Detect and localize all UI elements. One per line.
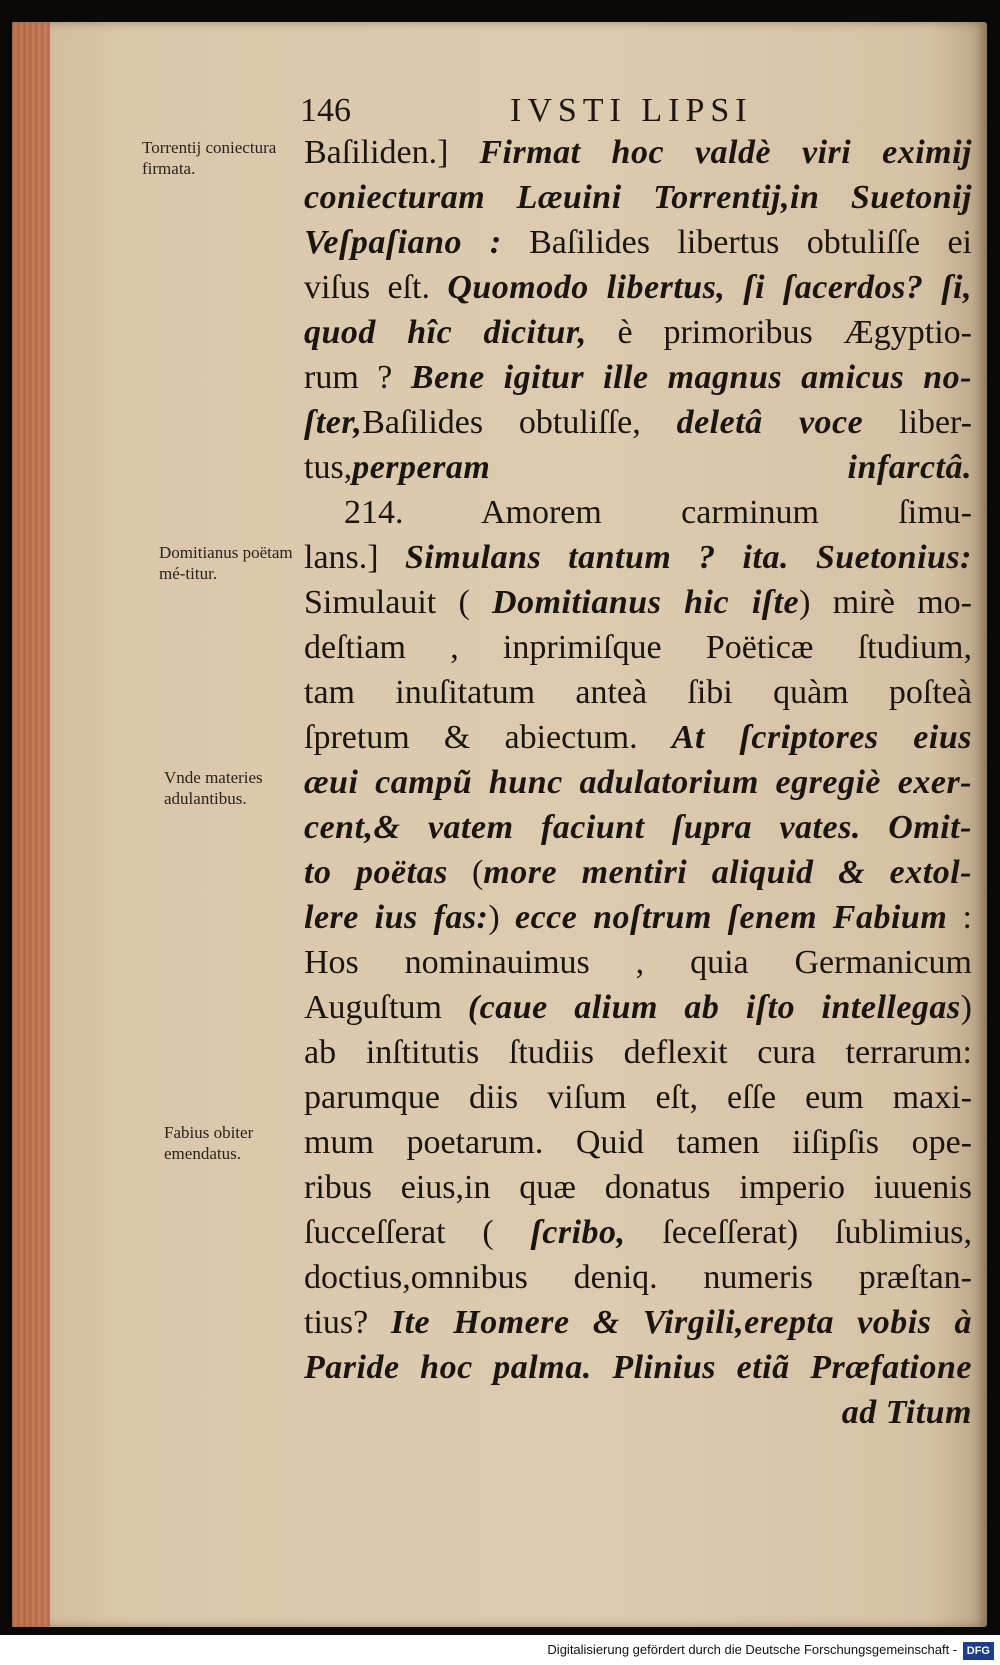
text-line bbox=[304, 1300, 972, 1345]
italic-segment: (caue alium ab iſto intellegas bbox=[467, 989, 961, 1026]
margin-note: Domitianus poëtam mé-titur. bbox=[159, 543, 293, 583]
italic-segment: ecce noſtrum ſenem Fabium bbox=[514, 899, 948, 936]
text-segment: ſeceſſerat) ſublimius, bbox=[625, 1214, 972, 1251]
text-line bbox=[304, 1165, 972, 1210]
text-segment: Hos nominauimus , quia Germanicum bbox=[304, 944, 972, 981]
text-segment: : bbox=[947, 899, 973, 936]
text-segment: ( bbox=[447, 854, 484, 891]
running-title: IVSTI LIPSI bbox=[510, 92, 753, 129]
text-segment: liber- bbox=[863, 404, 972, 441]
text-line bbox=[304, 1120, 972, 1165]
running-head bbox=[300, 92, 900, 134]
text-segment: tius? bbox=[304, 1304, 391, 1341]
text-line bbox=[304, 490, 972, 535]
text-segment: Baſiliden.] bbox=[304, 134, 449, 171]
italic-segment: Domitianus hic iſte bbox=[492, 584, 800, 621]
text-line bbox=[304, 985, 972, 1030]
text-line bbox=[304, 1030, 972, 1075]
text-line bbox=[304, 850, 972, 895]
text-segment: ) mirè mo- bbox=[799, 584, 973, 621]
text-line bbox=[304, 265, 972, 310]
text-segment: ſucceſſerat ( bbox=[304, 1214, 531, 1251]
text-line bbox=[304, 625, 972, 670]
margin-note: Vnde materies adulantibus. bbox=[164, 768, 263, 808]
text-segment: lans.] bbox=[304, 539, 405, 576]
text-segment: viſus eſt. bbox=[304, 269, 448, 306]
text-line bbox=[304, 535, 972, 580]
text-segment: Baſilides obtuliſſe, bbox=[362, 404, 677, 441]
text-segment: rum ? bbox=[304, 359, 411, 396]
text-line bbox=[304, 1075, 972, 1120]
text-line bbox=[304, 175, 972, 220]
text-segment: mum poetarum. Quid tamen iiſipſis ope- bbox=[304, 1124, 972, 1161]
italic-segment: deletâ voce bbox=[676, 404, 864, 441]
text-line bbox=[304, 580, 972, 625]
text-line bbox=[304, 1390, 972, 1435]
text-line bbox=[304, 400, 972, 445]
italic-segment: At ſcriptores eius bbox=[671, 719, 972, 756]
text-line bbox=[304, 1345, 972, 1390]
text-segment: Auguſtum bbox=[304, 989, 468, 1026]
body-text bbox=[304, 130, 972, 1435]
italic-segment: ſcribo, bbox=[530, 1214, 626, 1251]
text-line bbox=[304, 1255, 972, 1300]
italic-segment: Simulans tantum ? ita. Suetonius: bbox=[404, 539, 972, 576]
italic-segment: quod hîc dicitur, bbox=[304, 314, 587, 351]
italic-segment: Ite Homere & Virgili,erepta vobis à bbox=[390, 1304, 973, 1341]
italic-segment: Firmat hoc valdè viri eximij bbox=[448, 134, 972, 171]
text-segment: ſpretum & abiectum. bbox=[304, 719, 672, 756]
margin-note: Fabius obiter emendatus. bbox=[164, 1123, 254, 1163]
text-segment: tam inuſitatum anteà ſibi quàm poſteà bbox=[304, 674, 972, 711]
italic-segment: ſter, bbox=[304, 404, 363, 441]
footer-credit-bar bbox=[0, 1635, 1000, 1665]
italic-segment: Veſpaſiano : bbox=[304, 224, 502, 261]
text-line bbox=[304, 670, 972, 715]
italic-segment: more mentiri aliquid & extol- bbox=[483, 854, 972, 891]
book-page bbox=[12, 22, 987, 1627]
text-segment: Baſilides libertus obtuliſſe ei bbox=[501, 224, 972, 261]
text-segment: è primoribus Ægyptio- bbox=[586, 314, 972, 351]
text-line bbox=[304, 445, 972, 490]
page-edge bbox=[12, 22, 50, 1627]
text-line bbox=[304, 940, 972, 985]
dfg-logo: DFG bbox=[963, 1642, 994, 1660]
italic-segment: Quomodo libertus, ſi ſacerdos? ſi, bbox=[447, 269, 973, 306]
page-number: 146 bbox=[300, 92, 351, 129]
margin-note: Torrentij coniectura firmata. bbox=[142, 138, 277, 178]
text-segment: ) bbox=[960, 989, 972, 1026]
text-segment: 214. Amorem carminum ſimu- bbox=[344, 494, 972, 531]
italic-segment: perperam infarctâ. bbox=[352, 449, 972, 486]
italic-segment: ad Titum bbox=[841, 1394, 972, 1431]
text-segment: ribus eius,in quæ donatus imperio iuuenis bbox=[304, 1169, 972, 1206]
text-segment: tus, bbox=[304, 449, 353, 486]
text-line bbox=[304, 805, 972, 850]
text-segment: ) bbox=[488, 899, 515, 936]
text-line bbox=[304, 310, 972, 355]
text-segment: deſtiam , inprimiſque Poëticæ ſtudium, bbox=[304, 629, 972, 666]
text-line bbox=[304, 130, 972, 175]
italic-segment: cent,& vatem faciunt ſupra vates. Omit- bbox=[304, 809, 972, 846]
italic-segment: coniecturam Læuini Torrentij,in Suetonij bbox=[304, 179, 972, 216]
text-line bbox=[304, 895, 972, 940]
footer-credit: Digitalisierung gefördert durch die Deutsche Forschungsgemeinschaft - bbox=[547, 1642, 958, 1657]
italic-segment: æui campũ hunc adulatorium egregiè exer- bbox=[304, 764, 972, 801]
text-line bbox=[304, 760, 972, 805]
text-line bbox=[304, 1210, 972, 1255]
italic-segment: to poëtas bbox=[304, 854, 448, 891]
text-segment: ab inſtitutis ſtudiis deflexit cura terrarum: bbox=[304, 1034, 972, 1071]
text-line bbox=[304, 220, 972, 265]
text-line bbox=[304, 355, 972, 400]
text-segment: doctius,omnibus deniq. numeris præſtan- bbox=[304, 1259, 972, 1296]
text-line bbox=[304, 715, 972, 760]
italic-segment: Paride hoc palma. Plinius etiã Præfatione bbox=[304, 1349, 972, 1386]
italic-segment: Bene igitur ille magnus amicus no- bbox=[410, 359, 972, 396]
italic-segment: lere ius fas: bbox=[304, 899, 489, 936]
text-segment: Simulauit ( bbox=[304, 584, 493, 621]
text-segment: parumque diis viſum eſt, eſſe eum maxi- bbox=[304, 1079, 972, 1116]
